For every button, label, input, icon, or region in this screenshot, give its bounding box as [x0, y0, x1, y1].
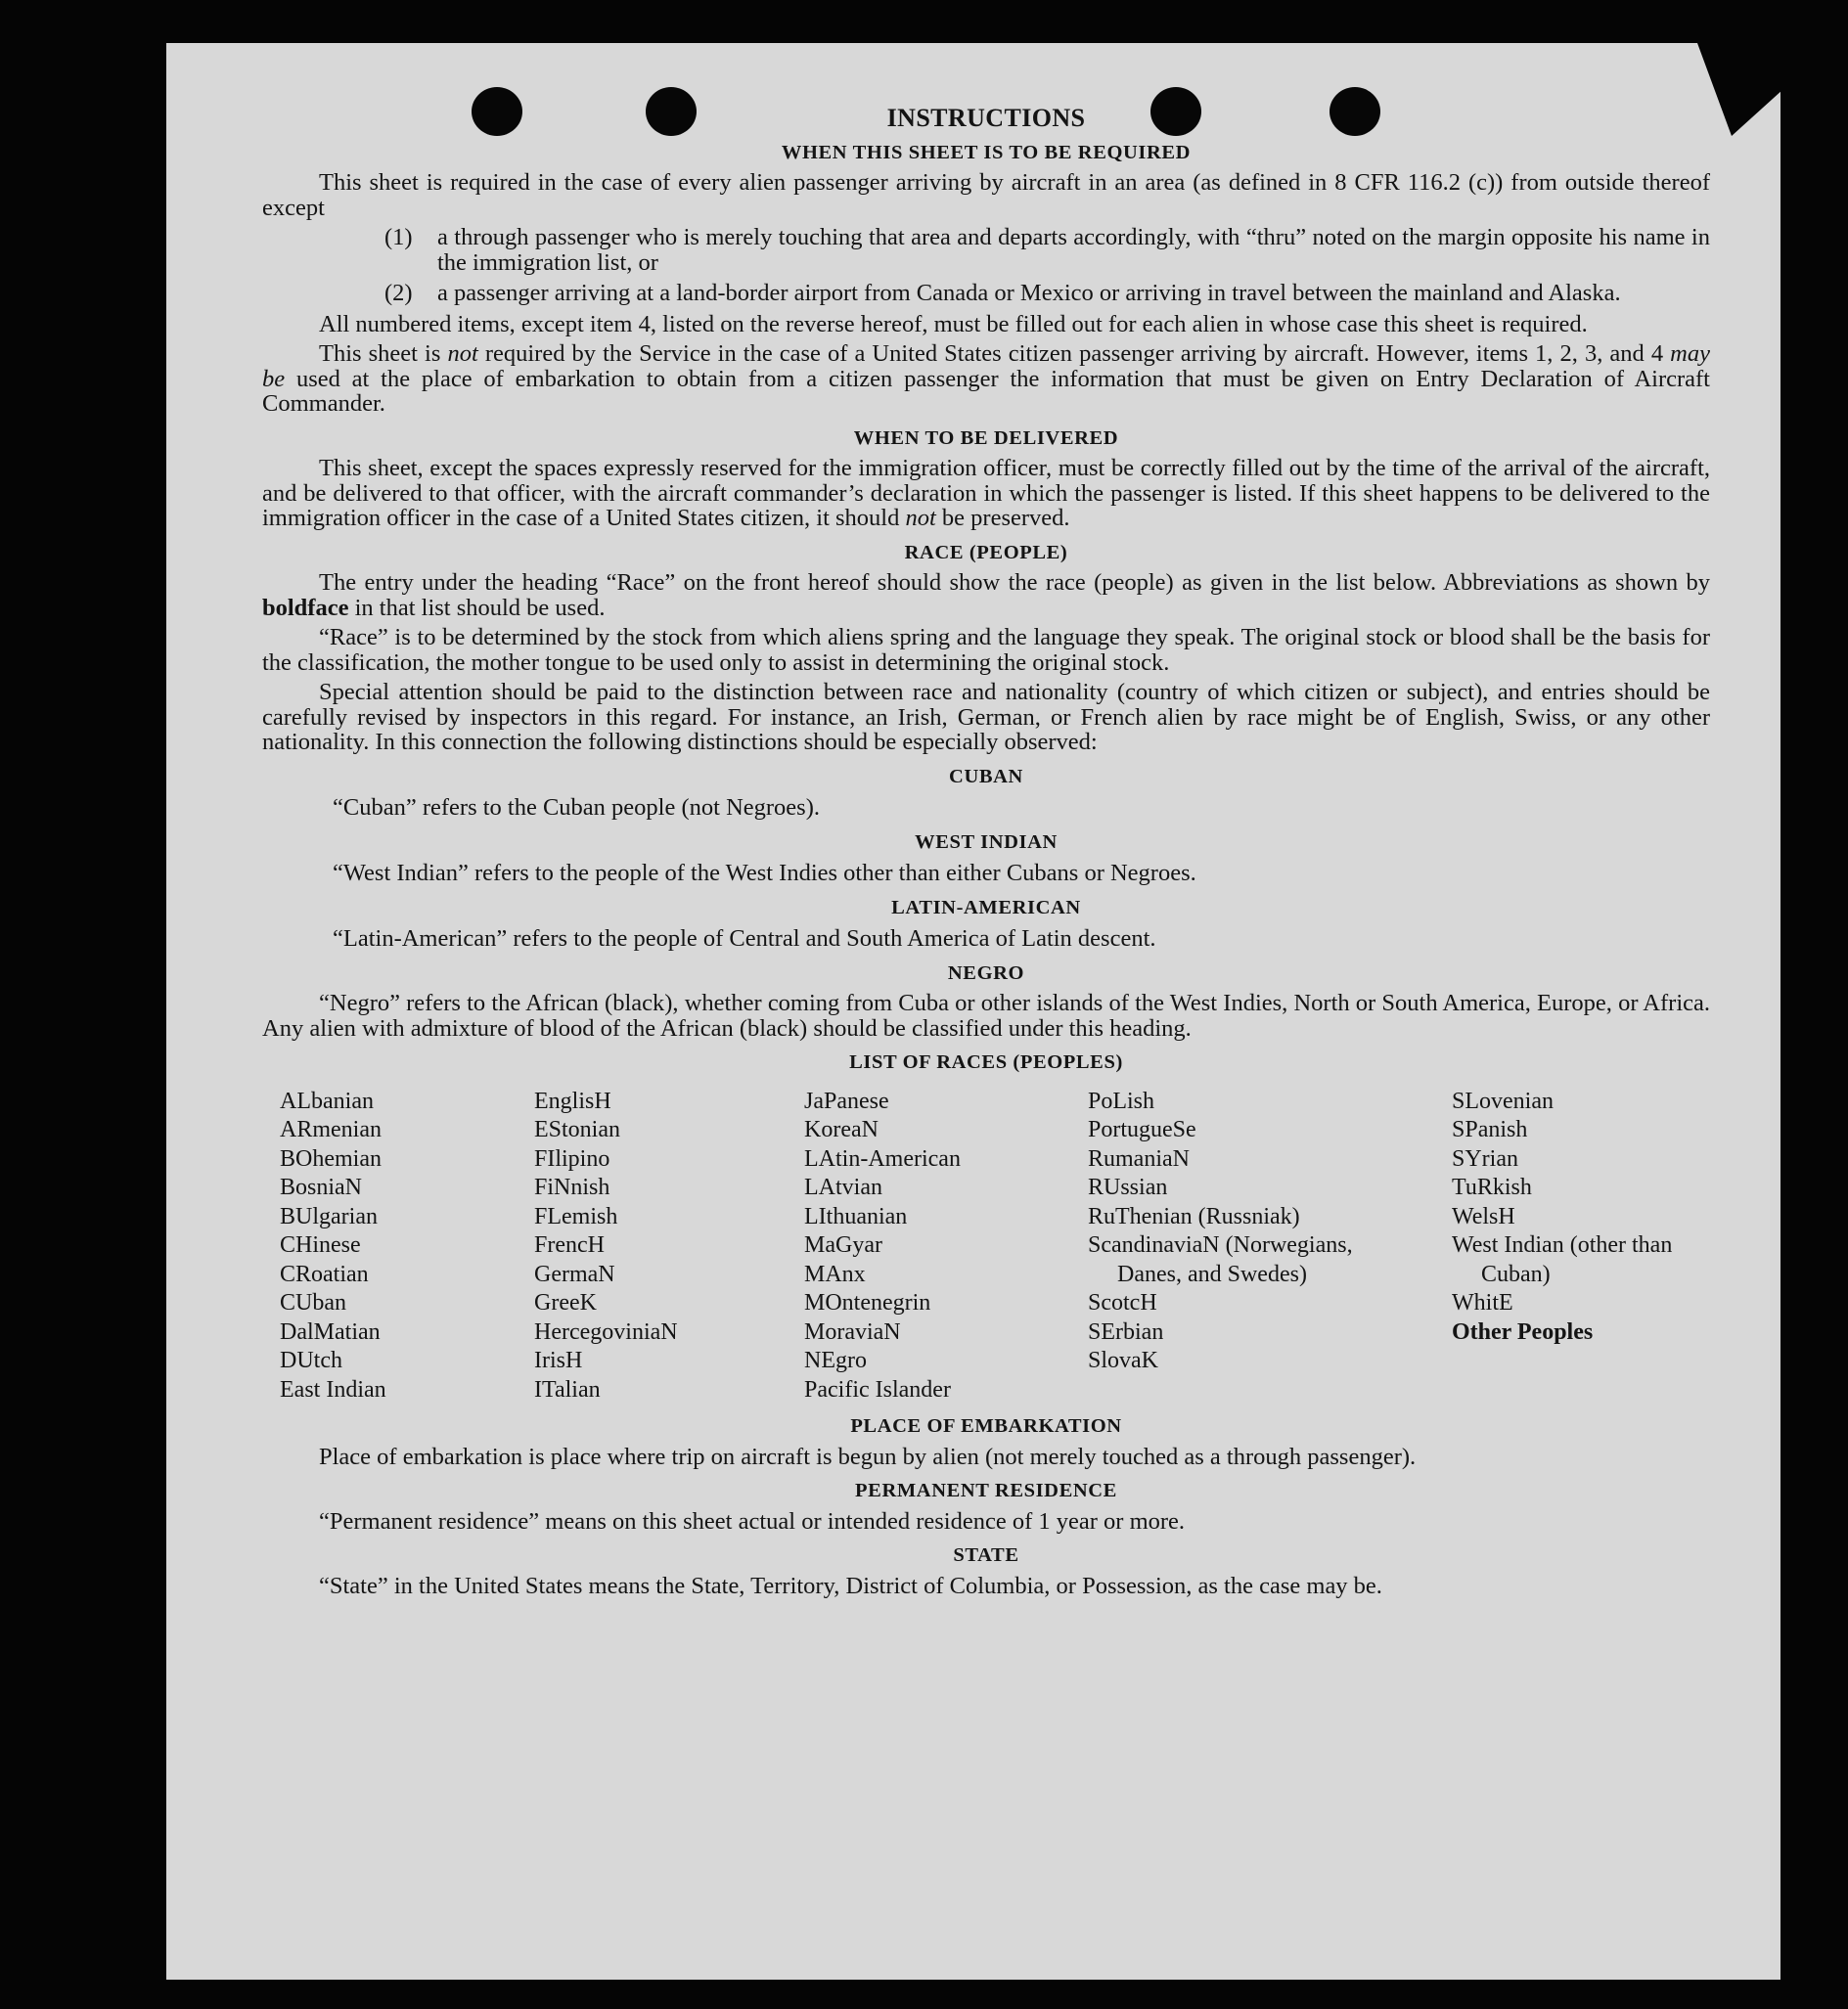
italic-text: may be [262, 340, 1710, 392]
race-entry: LAtvian [804, 1175, 882, 1200]
race-entry: GermaN [534, 1261, 615, 1287]
section-heading-delivered: WHEN TO BE DELIVERED [853, 426, 1119, 449]
race-entry: WhitE [1452, 1290, 1513, 1316]
paragraph: “Race” is to be determined by the stock from which aliens spring and the language they speak. The original stock or blood shall be the basis for the classification, the mother tongue to be used only to assist in determining the original stock. [262, 624, 1710, 676]
race-entry: LAtin-American [804, 1145, 961, 1172]
paragraph [262, 456, 1710, 531]
race-column [1452, 1088, 1706, 1406]
italic-text: not [905, 505, 936, 531]
race-entry: SLovenian [1452, 1088, 1554, 1114]
race-entry: NEgro [804, 1348, 867, 1373]
race-entry: BUlgarian [280, 1203, 378, 1229]
race-entry: RUssian [1088, 1175, 1168, 1200]
text-run: used at the place of embarkation to obtain from a citizen passenger the information that must be given on Entry Declaration of Aircraft Commander. [262, 365, 1710, 417]
race-entry: FLemish [534, 1203, 618, 1229]
instructions-content [262, 106, 1710, 1603]
race-entry: CRoatian [280, 1261, 369, 1287]
text-run: This sheet is [319, 340, 448, 367]
race-entry: SPanish [1452, 1117, 1528, 1142]
race-entry: ScandinaviaN (Norwegians, Danes, and Swedes) [1088, 1232, 1353, 1287]
section-heading-negro: NEGRO [947, 961, 1025, 984]
paragraph [262, 570, 1710, 620]
race-entry: DalMatian [280, 1318, 381, 1345]
race-entry: FiNnish [534, 1175, 610, 1200]
definition-negro: “Negro” refers to the African (black), whether coming from Cuba or other islands of the West Indies, North or South America, Europe, or Africa. Any alien with admixture of blood of the African (black) should be classified under this heading. [262, 990, 1710, 1042]
section-heading-latin-american: LATIN-AMERICAN [891, 896, 1081, 918]
race-entry: GreeK [534, 1290, 597, 1316]
race-entry: ALbanian [280, 1088, 374, 1114]
paragraph: This sheet is required in the case of every alien passenger arriving by aircraft in an area (as defined in 8 CFR 116.2 (c)) from outside thereof except [262, 169, 1710, 221]
text-run: required by the Service in the case of a United States citizen passenger arriving by aircraft. However, items 1, 2, 3, and 4 [477, 340, 1671, 367]
race-entry: EStonian [534, 1117, 620, 1142]
section-heading-race: RACE (PEOPLE) [904, 541, 1068, 563]
race-entry: MAnx [804, 1261, 866, 1287]
paragraph: Special attention should be paid to the distinction between race and nationality (country of which citizen or subject), and entries should be carefully revised by inspectors in this regard. For instance, an Irish, German, or French alien by race might be of English, Swiss, or any other nationality. In this connection the following distinctions should be especially observed: [262, 679, 1710, 755]
race-entry: SYrian [1452, 1145, 1518, 1172]
italic-text: not [447, 340, 478, 367]
text-run: be preserved. [935, 505, 1070, 531]
section-heading-cuban: CUBAN [949, 765, 1023, 787]
race-entry: CUban [280, 1290, 346, 1316]
page-title: INSTRUCTIONS [886, 104, 1086, 132]
race-entry: Other Peoples [1452, 1318, 1594, 1345]
definition-permanent-residence: “Permanent residence” means on this sheet actual or intended residence of 1 year or more. [319, 1507, 1186, 1535]
item-text: a passenger arriving at a land-border airport from Canada or Mexico or arriving in travel between the mainland and Alaska. [437, 280, 1621, 306]
bold-text: boldface [262, 594, 349, 621]
race-entry: SErbian [1088, 1318, 1164, 1345]
race-entry: MOntenegrin [804, 1290, 931, 1316]
race-entry: FrencH [534, 1232, 605, 1258]
race-column [280, 1088, 534, 1406]
race-entry: HercegoviniaN [534, 1318, 678, 1345]
definition-state: “State” in the United States means the State, Territory, District of Columbia, or Possession, as the case may be. [319, 1572, 1382, 1599]
race-entry: PoLish [1088, 1088, 1155, 1114]
section-heading-west-indian: WEST INDIAN [915, 830, 1058, 853]
text-run: The entry under the heading “Race” on the front hereof should show the race (people) as given in the list below. Abbreviations as shown by [319, 569, 1710, 596]
race-entry: Pacific Islander [804, 1376, 951, 1403]
definition-cuban: “Cuban” refers to the Cuban people (not Negroes). [333, 794, 820, 821]
exception-item [384, 281, 1710, 306]
race-column [804, 1088, 1088, 1406]
item-number: (2) [384, 280, 413, 306]
definition-west-indian: “West Indian” refers to the people of the West Indies other than either Cubans or Negroes. [333, 860, 1196, 886]
item-number: (1) [384, 224, 413, 250]
race-entry: East Indian [280, 1376, 386, 1403]
exception-item [384, 225, 1710, 275]
race-entry: DUtch [280, 1348, 342, 1373]
paragraph: All numbered items, except item 4, listed on the reverse hereof, must be filled out for each alien in whose case this sheet is required. [319, 310, 1588, 337]
section-heading-embarkation: PLACE OF EMBARKATION [850, 1415, 1122, 1437]
race-entry: ITalian [534, 1376, 601, 1403]
definition-embarkation: Place of embarkation is place where trip on aircraft is begun by alien (not merely touched as a through passenger). [319, 1443, 1417, 1470]
race-entry: MoraviaN [804, 1318, 901, 1345]
text-run: in that list should be used. [348, 594, 606, 621]
section-heading-race-list: LIST OF RACES (PEOPLES) [849, 1051, 1123, 1073]
race-entry: MaGyar [804, 1232, 882, 1258]
race-entry: FIlipino [534, 1145, 610, 1172]
definition-latin-american: “Latin-American” refers to the people of Central and South America of Latin descent. [333, 925, 1156, 952]
race-entry: CHinese [280, 1232, 361, 1258]
race-entry: EnglisH [534, 1088, 611, 1114]
race-entry: JaPanese [804, 1088, 889, 1114]
paragraph [262, 341, 1710, 417]
race-entry: ARmenian [280, 1117, 382, 1142]
race-entry: SlovaK [1088, 1348, 1158, 1373]
race-entry: IrisH [534, 1348, 583, 1373]
race-entry: BosniaN [280, 1175, 362, 1200]
section-heading-required: WHEN THIS SHEET IS TO BE REQUIRED [781, 141, 1192, 163]
race-entry: RumaniaN [1088, 1145, 1190, 1172]
race-entry: LIthuanian [804, 1203, 908, 1229]
race-entry: RuThenian (Russniak) [1088, 1203, 1300, 1229]
item-text: a through passenger who is merely touching that area and departs accordingly, with “thru” noted on the margin opposite his name in the immigration list, or [437, 224, 1710, 276]
race-entry: West Indian (other than Cuban) [1452, 1232, 1673, 1287]
race-entry: PortugueSe [1088, 1117, 1196, 1142]
section-heading-permanent-residence: PERMANENT RESIDENCE [855, 1480, 1117, 1501]
race-entry: BOhemian [280, 1145, 382, 1172]
race-entry: WelsH [1452, 1203, 1515, 1229]
race-entry: ScotcH [1088, 1290, 1157, 1316]
race-list [280, 1088, 1710, 1406]
section-heading-state: STATE [953, 1544, 1019, 1566]
race-entry: TuRkish [1452, 1175, 1532, 1200]
race-column [1088, 1088, 1452, 1406]
text-run: This sheet, except the spaces expressly reserved for the immigration officer, must be correctly filled out by the time of the arrival of the aircraft, and be delivered to that officer, with the aircraft commander’s declaration in which the passenger is listed. If this sheet happens to be delivered to the immigration officer in the case of a United States citizen, it should [262, 455, 1710, 531]
race-entry: KoreaN [804, 1117, 879, 1142]
race-column [534, 1088, 804, 1406]
